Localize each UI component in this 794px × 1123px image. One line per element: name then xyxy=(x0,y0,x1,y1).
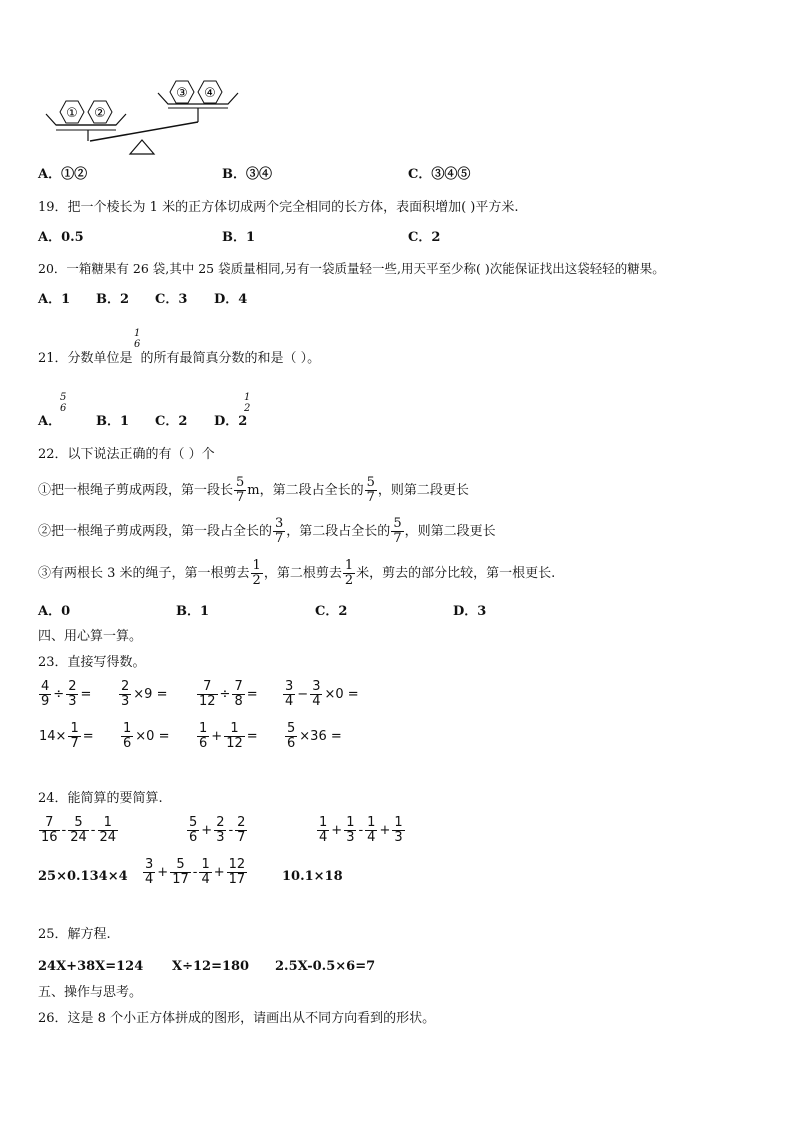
q20-stem: 20．一箱糖果有 26 袋,其中 25 袋质量相同,另有一袋质量轻一些,用天平至少称( )次能保证找出这袋轻轻的糖果。 xyxy=(38,261,665,276)
q23-stem: 23．直接写得数。 xyxy=(38,655,146,670)
q19-stem: 19．把一个棱长为 1 米的正方体切成两个完全相同的长方体，表面积增加( )平方米. xyxy=(38,200,519,215)
q24-expr-2: $\frac{5}{6}$ + $\frac{2}{3}$ - $\frac{2}{7}$ xyxy=(189,815,246,845)
q21-option-a: A． xyxy=(38,414,62,429)
q18-option-b: B．③④ xyxy=(222,167,273,182)
q18-option-c: C．③④⑤ xyxy=(408,167,471,182)
q24-expr-3: $\frac{1}{4}$ + $\frac{1}{3}$ - $\frac{1}{4}$ + $\frac{1}{3}$ xyxy=(319,815,403,845)
q24-expr-4: 25×0.134×4 xyxy=(38,869,128,884)
q18-option-a: A．①② xyxy=(38,167,88,182)
q23-expr-4: $\frac{3}{4}$ − $\frac{3}{4}$ ×0 = xyxy=(285,679,359,709)
q22-option-b: B．1 xyxy=(176,604,210,619)
q19-option-a: A．0.5 xyxy=(38,230,84,245)
q22-statement-3: ③有两根长 3 米的绳子，第一根剪去 $\frac{1}{2}$ ，第二根剪去 $\frac{1}{2}$ 米，剪去的部分比较，第一根更长. xyxy=(38,558,556,588)
hexagon-label-3: ③ xyxy=(176,86,188,101)
q21-fraction: 1 6 xyxy=(134,328,141,350)
q22-option-c: C．2 xyxy=(315,604,348,619)
q26-stem: 26．这是 8 个小正方体拼成的图形，请画出从不同方向看到的形状。 xyxy=(38,1011,436,1026)
q19-option-b: B．1 xyxy=(222,230,256,245)
q21-option-b: B．1 xyxy=(96,414,130,429)
q24-expr-1: $\frac{7}{16}$ - $\frac{5}{24}$ - $\frac{1}{24}$ xyxy=(41,815,117,845)
q24-expr-5: $\frac{3}{4}$ + $\frac{5}{17}$ - $\frac{1}{4}$ + $\frac{12}{17}$ xyxy=(145,857,246,887)
q23-expr-5: 14× $\frac{1}{7}$ = xyxy=(39,721,94,751)
q25-stem: 25．解方程. xyxy=(38,927,111,942)
q21-option-a-fraction: 5 6 xyxy=(60,392,67,414)
q25-equation-3: 2.5X-0.5×6=7 xyxy=(275,959,376,974)
section-4-heading: 四、用心算一算。 xyxy=(38,629,143,644)
q22-statement-2: ②把一根绳子剪成两段，第一段占全长的 $\frac{3}{7}$ ，第二段占全长的 $\frac{5}{7}$ ，则第二段更长 xyxy=(38,516,496,546)
q24-stem: 24．能简算的要简算. xyxy=(38,791,163,806)
q23-expr-2: $\frac{2}{3}$ ×9 = xyxy=(121,679,168,709)
q22-stem: 22．以下说法正确的有（ ）个 xyxy=(38,447,215,462)
section-5-heading: 五、操作与思考。 xyxy=(38,985,143,1000)
q25-equation-1: 24X+38X=124 xyxy=(38,959,144,974)
q21-option-d-fraction: 1 2 xyxy=(244,392,251,414)
right-pan xyxy=(158,93,238,104)
q21-option-c: C．2 xyxy=(155,414,188,429)
q20-option-b: B．2 xyxy=(96,292,130,307)
q22-option-d: D．3 xyxy=(453,604,487,619)
q20-option-a: A．1 xyxy=(38,292,71,307)
hexagon-label-1: ① xyxy=(66,106,78,121)
q19-option-c: C．2 xyxy=(408,230,441,245)
q22-statement-1: ①把一根绳子剪成两段，第一段长 $\frac{5}{7}$ m，第二段占全长的 $\frac{5}{7}$ ，则第二段更长 xyxy=(38,475,469,505)
q23-expr-6: $\frac{1}{6}$ ×0 = xyxy=(123,721,170,751)
q23-expr-3: $\frac{7}{12}$ ÷ $\frac{7}{8}$ = xyxy=(199,679,258,709)
left-pan xyxy=(46,114,126,125)
q22-option-a: A．0 xyxy=(38,604,71,619)
fulcrum xyxy=(130,140,154,154)
hexagon-label-4: ④ xyxy=(204,86,216,101)
balance-figure xyxy=(40,78,250,158)
q23-expr-7: $\frac{1}{6}$ + $\frac{1}{12}$ = xyxy=(199,721,258,751)
q25-equation-2: X÷12=180 xyxy=(172,959,250,974)
q21-option-d: D．2 xyxy=(214,414,248,429)
q21-stem: 21．分数单位是 的所有最简真分数的和是（ ）。 xyxy=(38,351,321,366)
q20-option-c: C．3 xyxy=(155,292,188,307)
q23-expr-8: $\frac{5}{6}$ ×36 = xyxy=(287,721,342,751)
hexagon-label-2: ② xyxy=(94,106,106,121)
q24-expr-6: 10.1×18 xyxy=(282,869,343,884)
q20-option-d: D．4 xyxy=(214,292,248,307)
q23-expr-1: $\frac{4}{9}$ ÷ $\frac{2}{3}$ = xyxy=(41,679,92,709)
